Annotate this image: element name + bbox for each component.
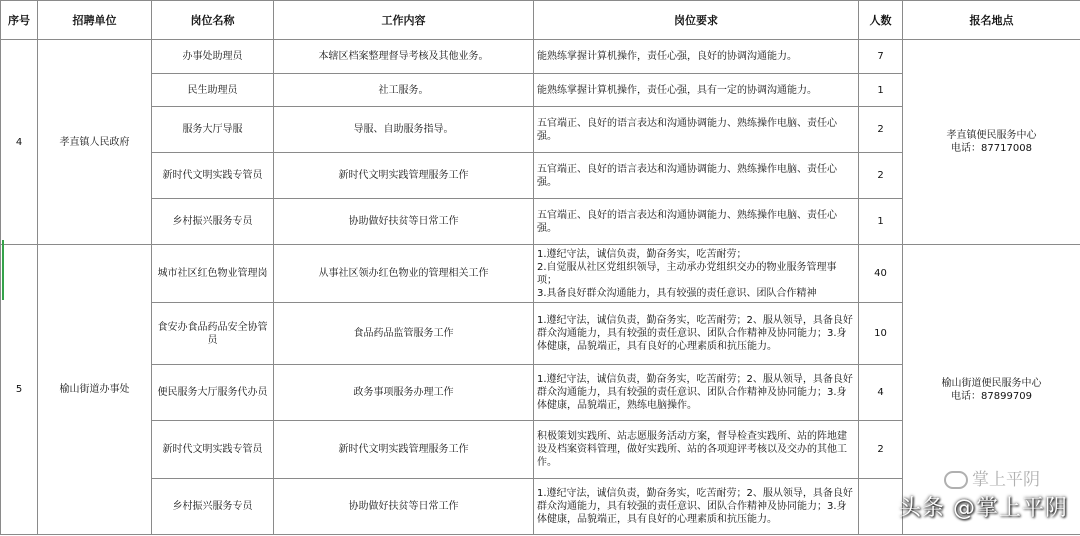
position-cell[interactable]: 新时代文明实践专管员 [152,421,274,479]
count-cell[interactable]: 10 [859,303,903,365]
count-cell[interactable]: 2 [859,153,903,199]
content-cell[interactable]: 从事社区领办红色物业的管理相关工作 [274,245,534,303]
position-cell[interactable]: 便民服务大厅服务代办员 [152,365,274,421]
content-cell[interactable]: 食品药品监管服务工作 [274,303,534,365]
header-position: 岗位名称 [152,1,274,40]
requirements-cell[interactable]: 1.遵纪守法，诚信负责，勤奋务实，吃苦耐劳； 2.自觉服从社区党组织领导，主动承办党组织交办的物业服务管理事项； 3.具备良好群众沟通能力，具有较强的责任意识、团队合作精神 [534,245,859,303]
header-requirements: 岗位要求 [534,1,859,40]
header-seq: 序号 [1,1,38,40]
requirements-cell[interactable]: 1.遵纪守法，诚信负责，勤奋务实，吃苦耐劳；2、服从领导，具备良好群众沟通能力，具有较强的责任意识、团队合作精神及协同能力；3.身体健康，品貌端正，熟练电脑操作。 [534,365,859,421]
count-cell[interactable] [859,479,903,535]
location-name: 榆山街道便民服务中心 [941,377,1042,389]
location-name: 孝直镇便民服务中心 [946,130,1037,141]
position-cell[interactable]: 乡村振兴服务专员 [152,479,274,535]
location-cell[interactable] [903,40,1080,245]
header-row [1,1,1080,40]
content-cell[interactable]: 协助做好扶贫等日常工作 [274,479,534,535]
header-location: 报名地点 [903,1,1080,40]
watermark: 头条 @掌上平阴 [899,496,1068,521]
position-cell[interactable]: 民生助理员 [152,74,274,107]
location-phone: 电话：87717008 [951,143,1032,154]
location-phone: 电话：87899709 [951,390,1032,402]
position-cell[interactable]: 办事处助理员 [152,40,274,74]
unit-cell[interactable]: 孝直镇人民政府 [38,40,152,245]
selection-indicator [2,240,4,300]
requirements-cell[interactable]: 五官端正、良好的语言表达和沟通协调能力、熟练操作电脑、责任心强。 [534,199,859,245]
requirements-cell[interactable]: 五官端正、良好的语言表达和沟通协调能力、熟练操作电脑、责任心强。 [534,107,859,153]
content-cell[interactable]: 导服、自助服务指导。 [274,107,534,153]
content-cell[interactable]: 新时代文明实践管理服务工作 [274,153,534,199]
count-cell[interactable]: 40 [859,245,903,303]
requirements-cell[interactable]: 1.遵纪守法，诚信负责，勤奋务实，吃苦耐劳；2、服从领导，具备良好群众沟通能力，具有较强的责任意识、团队合作精神及协同能力；3.身体健康，品貌端正，具有良好的心理素质和抗压能力。 [534,479,859,535]
table-row[interactable] [1,40,1080,74]
table-row[interactable] [1,245,1080,303]
watermark-secondary-text: 掌上平阴 [972,470,1040,490]
position-cell[interactable]: 服务大厅导服 [152,107,274,153]
count-cell[interactable]: 7 [859,40,903,74]
seq-cell[interactable]: 5 [1,245,38,535]
unit-cell[interactable]: 榆山街道办事处 [38,245,152,535]
content-cell[interactable]: 政务事项服务办理工作 [274,365,534,421]
wechat-icon [944,471,968,489]
count-cell[interactable]: 1 [859,199,903,245]
count-cell[interactable]: 4 [859,365,903,421]
content-cell[interactable]: 新时代文明实践管理服务工作 [274,421,534,479]
count-cell[interactable]: 2 [859,421,903,479]
seq-cell[interactable]: 4 [1,40,38,245]
content-cell[interactable]: 本辖区档案整理督导考核及其他业务。 [274,40,534,74]
requirements-cell[interactable]: 1.遵纪守法，诚信负责，勤奋务实，吃苦耐劳；2、服从领导，具备良好群众沟通能力，具有较强的责任意识、团队合作精神及协同能力；3.身体健康，品貌端正，具有良好的心理素质和抗压能力。 [534,303,859,365]
position-cell[interactable]: 乡村振兴服务专员 [152,199,274,245]
position-cell[interactable]: 食安办食品药品安全协管员 [152,303,274,365]
requirements-cell[interactable]: 能熟练掌握计算机操作，责任心强，具有一定的协调沟通能力。 [534,74,859,107]
requirements-cell[interactable]: 能熟练掌握计算机操作，责任心强，良好的协调沟通能力。 [534,40,859,74]
header-count: 人数 [859,1,903,40]
requirements-cell[interactable]: 五官端正、良好的语言表达和沟通协调能力、熟练操作电脑、责任心强。 [534,153,859,199]
header-content: 工作内容 [274,1,534,40]
content-cell[interactable]: 协助做好扶贫等日常工作 [274,199,534,245]
count-cell[interactable]: 2 [859,107,903,153]
watermark-secondary [944,465,1040,490]
requirements-cell[interactable]: 积极策划实践所、站志愿服务活动方案，督导检查实践所、站的阵地建设及档案资料管理，做好实践所、站的各项迎评考核以及交办的其他工作。 [534,421,859,479]
position-cell[interactable]: 城市社区红色物业管理岗 [152,245,274,303]
position-cell[interactable]: 新时代文明实践专管员 [152,153,274,199]
header-unit: 招聘单位 [38,1,152,40]
count-cell[interactable]: 1 [859,74,903,107]
content-cell[interactable]: 社工服务。 [274,74,534,107]
